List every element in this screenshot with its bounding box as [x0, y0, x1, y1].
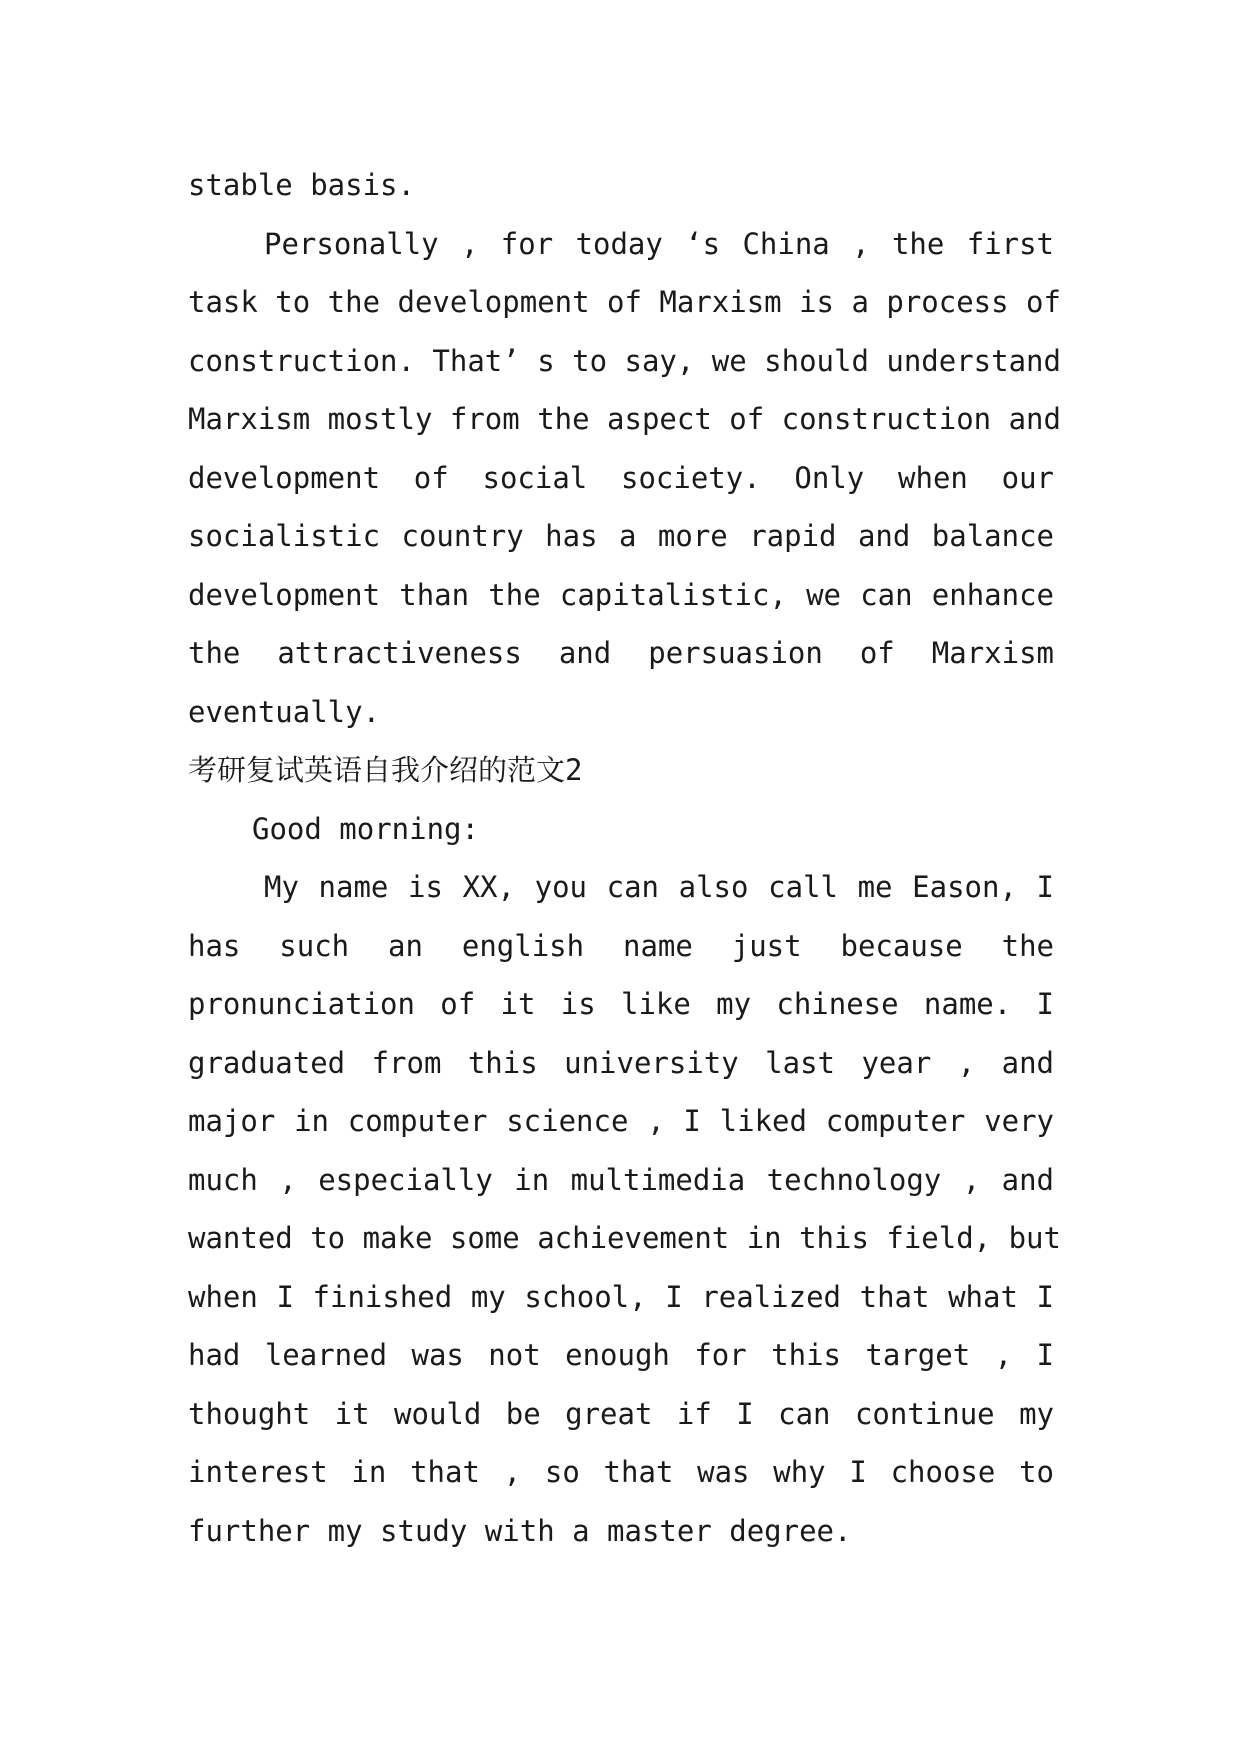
text-line: Personally , for today ‘s China , the first	[264, 226, 1054, 261]
text-line: development than the capitalistic, we can enhance	[188, 577, 1054, 612]
text-line: further my study with a master degree.	[188, 1513, 852, 1548]
paragraph-continuation	[188, 156, 1054, 215]
text-line: interest in that , so that was why I choose to	[188, 1455, 1054, 1489]
text-line: much , especially in multimedia technology , and	[188, 1162, 1054, 1197]
text-line: graduated from this university last year , and	[188, 1045, 1054, 1080]
text-line: construction. That’ s to say, we should understand	[188, 343, 1061, 378]
text-line: wanted to make some achievement in this field, but	[188, 1221, 1061, 1255]
text-line: had learned was not enough for this target , I	[188, 1338, 1054, 1372]
text-line: task to the development of Marxism is a process of	[188, 285, 1061, 319]
text-line: pronunciation of it is like my chinese name. I	[188, 987, 1054, 1021]
text-line: when I finished my school, I realized that what I	[188, 1279, 1054, 1314]
section-heading: 考研复试英语自我介绍的范文2	[188, 753, 583, 787]
greeting-line: Good morning:	[252, 811, 479, 846]
paragraph-marxism	[188, 215, 1061, 742]
document-page	[188, 156, 1061, 1560]
paragraph-self-introduction	[188, 858, 1061, 1560]
text-line: has such an english name just because the	[188, 928, 1054, 963]
text-line: My name is XX, you can also call me Eason, I	[264, 870, 1054, 904]
text-line: the attractiveness and persuasion of Marxism	[188, 636, 1054, 670]
text-line: eventually.	[188, 694, 381, 729]
text-line: thought it would be great if I can continue my	[188, 1396, 1054, 1431]
text-line: stable basis.	[188, 168, 415, 202]
text-line: development of social society. Only when our	[188, 460, 1054, 495]
text-line: socialistic country has a more rapid and balance	[188, 519, 1054, 553]
paragraph-greeting	[188, 800, 1054, 859]
text-line: Marxism mostly from the aspect of construction and	[188, 402, 1061, 436]
text-line: major in computer science , I liked computer very	[188, 1104, 1054, 1138]
